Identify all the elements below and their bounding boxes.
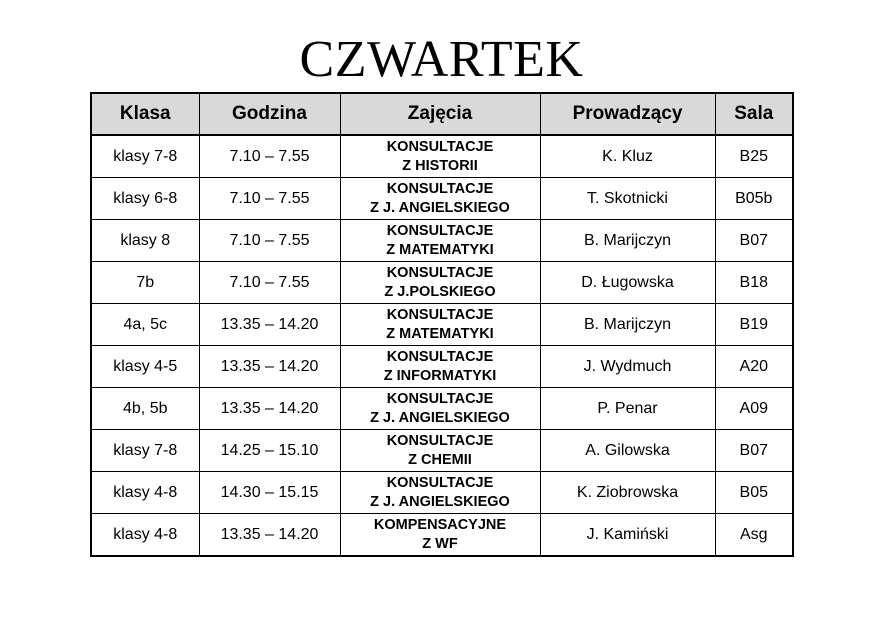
cell-klasa: klasy 6-8 xyxy=(91,178,199,220)
cell-godzina: 13.35 – 14.20 xyxy=(199,388,340,430)
subject-line-1: KONSULTACJE xyxy=(386,390,494,407)
table-row xyxy=(91,514,793,557)
subject-line-2: Z INFORMATYKI xyxy=(383,367,497,384)
table-row xyxy=(91,430,793,472)
table-row xyxy=(91,135,793,178)
header-klasa: Klasa xyxy=(91,93,199,135)
cell-godzina: 7.10 – 7.55 xyxy=(199,135,340,178)
cell-klasa: 4a, 5c xyxy=(91,304,199,346)
table-row xyxy=(91,346,793,388)
cell-klasa: 7b xyxy=(91,262,199,304)
subject-line-2: Z J. ANGIELSKIEGO xyxy=(370,493,510,510)
cell-sala: B07 xyxy=(715,430,793,472)
subject-line-2: Z MATEMATYKI xyxy=(386,325,494,342)
cell-sala: B19 xyxy=(715,304,793,346)
cell-sala: B25 xyxy=(715,135,793,178)
cell-zajecia xyxy=(340,220,540,262)
cell-klasa: klasy 4-8 xyxy=(91,472,199,514)
cell-godzina: 13.35 – 14.20 xyxy=(199,304,340,346)
cell-godzina: 13.35 – 14.20 xyxy=(199,514,340,557)
table-row xyxy=(91,472,793,514)
cell-zajecia xyxy=(340,135,540,178)
subject-line-2: Z J.POLSKIEGO xyxy=(384,283,496,300)
schedule-table xyxy=(90,92,794,557)
cell-zajecia xyxy=(340,430,540,472)
cell-prowadzacy: B. Marijczyn xyxy=(540,304,715,346)
cell-zajecia xyxy=(340,346,540,388)
cell-sala: A09 xyxy=(715,388,793,430)
cell-godzina: 13.35 – 14.20 xyxy=(199,346,340,388)
subject-line-1: KONSULTACJE xyxy=(386,138,494,155)
cell-prowadzacy: K. Ziobrowska xyxy=(540,472,715,514)
cell-zajecia xyxy=(340,262,540,304)
cell-godzina: 7.10 – 7.55 xyxy=(199,178,340,220)
cell-sala: B05 xyxy=(715,472,793,514)
cell-prowadzacy: D. Ługowska xyxy=(540,262,715,304)
cell-prowadzacy: B. Marijczyn xyxy=(540,220,715,262)
subject-line-1: KONSULTACJE xyxy=(386,432,494,449)
cell-godzina: 14.25 – 15.10 xyxy=(199,430,340,472)
subject-line-2: Z HISTORII xyxy=(402,157,478,174)
header-prowadzacy: Prowadzący xyxy=(540,93,715,135)
cell-zajecia xyxy=(340,514,540,557)
subject-line-1: KONSULTACJE xyxy=(386,306,494,323)
subject-line-2: Z MATEMATYKI xyxy=(386,241,494,258)
cell-sala: B05b xyxy=(715,178,793,220)
cell-sala: A20 xyxy=(715,346,793,388)
table-row xyxy=(91,220,793,262)
cell-zajecia xyxy=(340,472,540,514)
cell-zajecia xyxy=(340,178,540,220)
cell-klasa: 4b, 5b xyxy=(91,388,199,430)
cell-sala: B18 xyxy=(715,262,793,304)
cell-prowadzacy: T. Skotnicki xyxy=(540,178,715,220)
subject-line-1: KONSULTACJE xyxy=(386,348,494,365)
table-row xyxy=(91,304,793,346)
subject-line-2: Z J. ANGIELSKIEGO xyxy=(370,409,510,426)
header-godzina: Godzina xyxy=(199,93,340,135)
subject-line-1: KONSULTACJE xyxy=(386,264,494,281)
subject-line-1: KOMPENSACYJNE xyxy=(373,516,507,533)
table-row xyxy=(91,388,793,430)
cell-klasa: klasy 4-8 xyxy=(91,514,199,557)
subject-line-1: KONSULTACJE xyxy=(386,474,494,491)
cell-prowadzacy: K. Kluz xyxy=(540,135,715,178)
cell-godzina: 7.10 – 7.55 xyxy=(199,262,340,304)
header-row xyxy=(91,93,793,135)
cell-klasa: klasy 7-8 xyxy=(91,430,199,472)
cell-klasa: klasy 8 xyxy=(91,220,199,262)
page-title: CZWARTEK xyxy=(299,31,584,88)
cell-sala: Asg xyxy=(715,514,793,557)
cell-zajecia xyxy=(340,304,540,346)
cell-klasa: klasy 4-5 xyxy=(91,346,199,388)
cell-godzina: 14.30 – 15.15 xyxy=(199,472,340,514)
subject-line-1: KONSULTACJE xyxy=(386,180,494,197)
cell-sala: B07 xyxy=(715,220,793,262)
table-row xyxy=(91,178,793,220)
cell-zajecia xyxy=(340,388,540,430)
table-row xyxy=(91,262,793,304)
subject-line-1: KONSULTACJE xyxy=(386,222,494,239)
cell-prowadzacy: A. Gilowska xyxy=(540,430,715,472)
header-zajecia: Zajęcia xyxy=(340,93,540,135)
cell-prowadzacy: J. Kamiński xyxy=(540,514,715,557)
subject-line-2: Z WF xyxy=(422,535,458,552)
subject-line-2: Z CHEMII xyxy=(408,451,472,468)
cell-godzina: 7.10 – 7.55 xyxy=(199,220,340,262)
cell-klasa: klasy 7-8 xyxy=(91,135,199,178)
subject-line-2: Z J. ANGIELSKIEGO xyxy=(370,199,510,216)
cell-prowadzacy: P. Penar xyxy=(540,388,715,430)
cell-prowadzacy: J. Wydmuch xyxy=(540,346,715,388)
header-sala: Sala xyxy=(715,93,793,135)
